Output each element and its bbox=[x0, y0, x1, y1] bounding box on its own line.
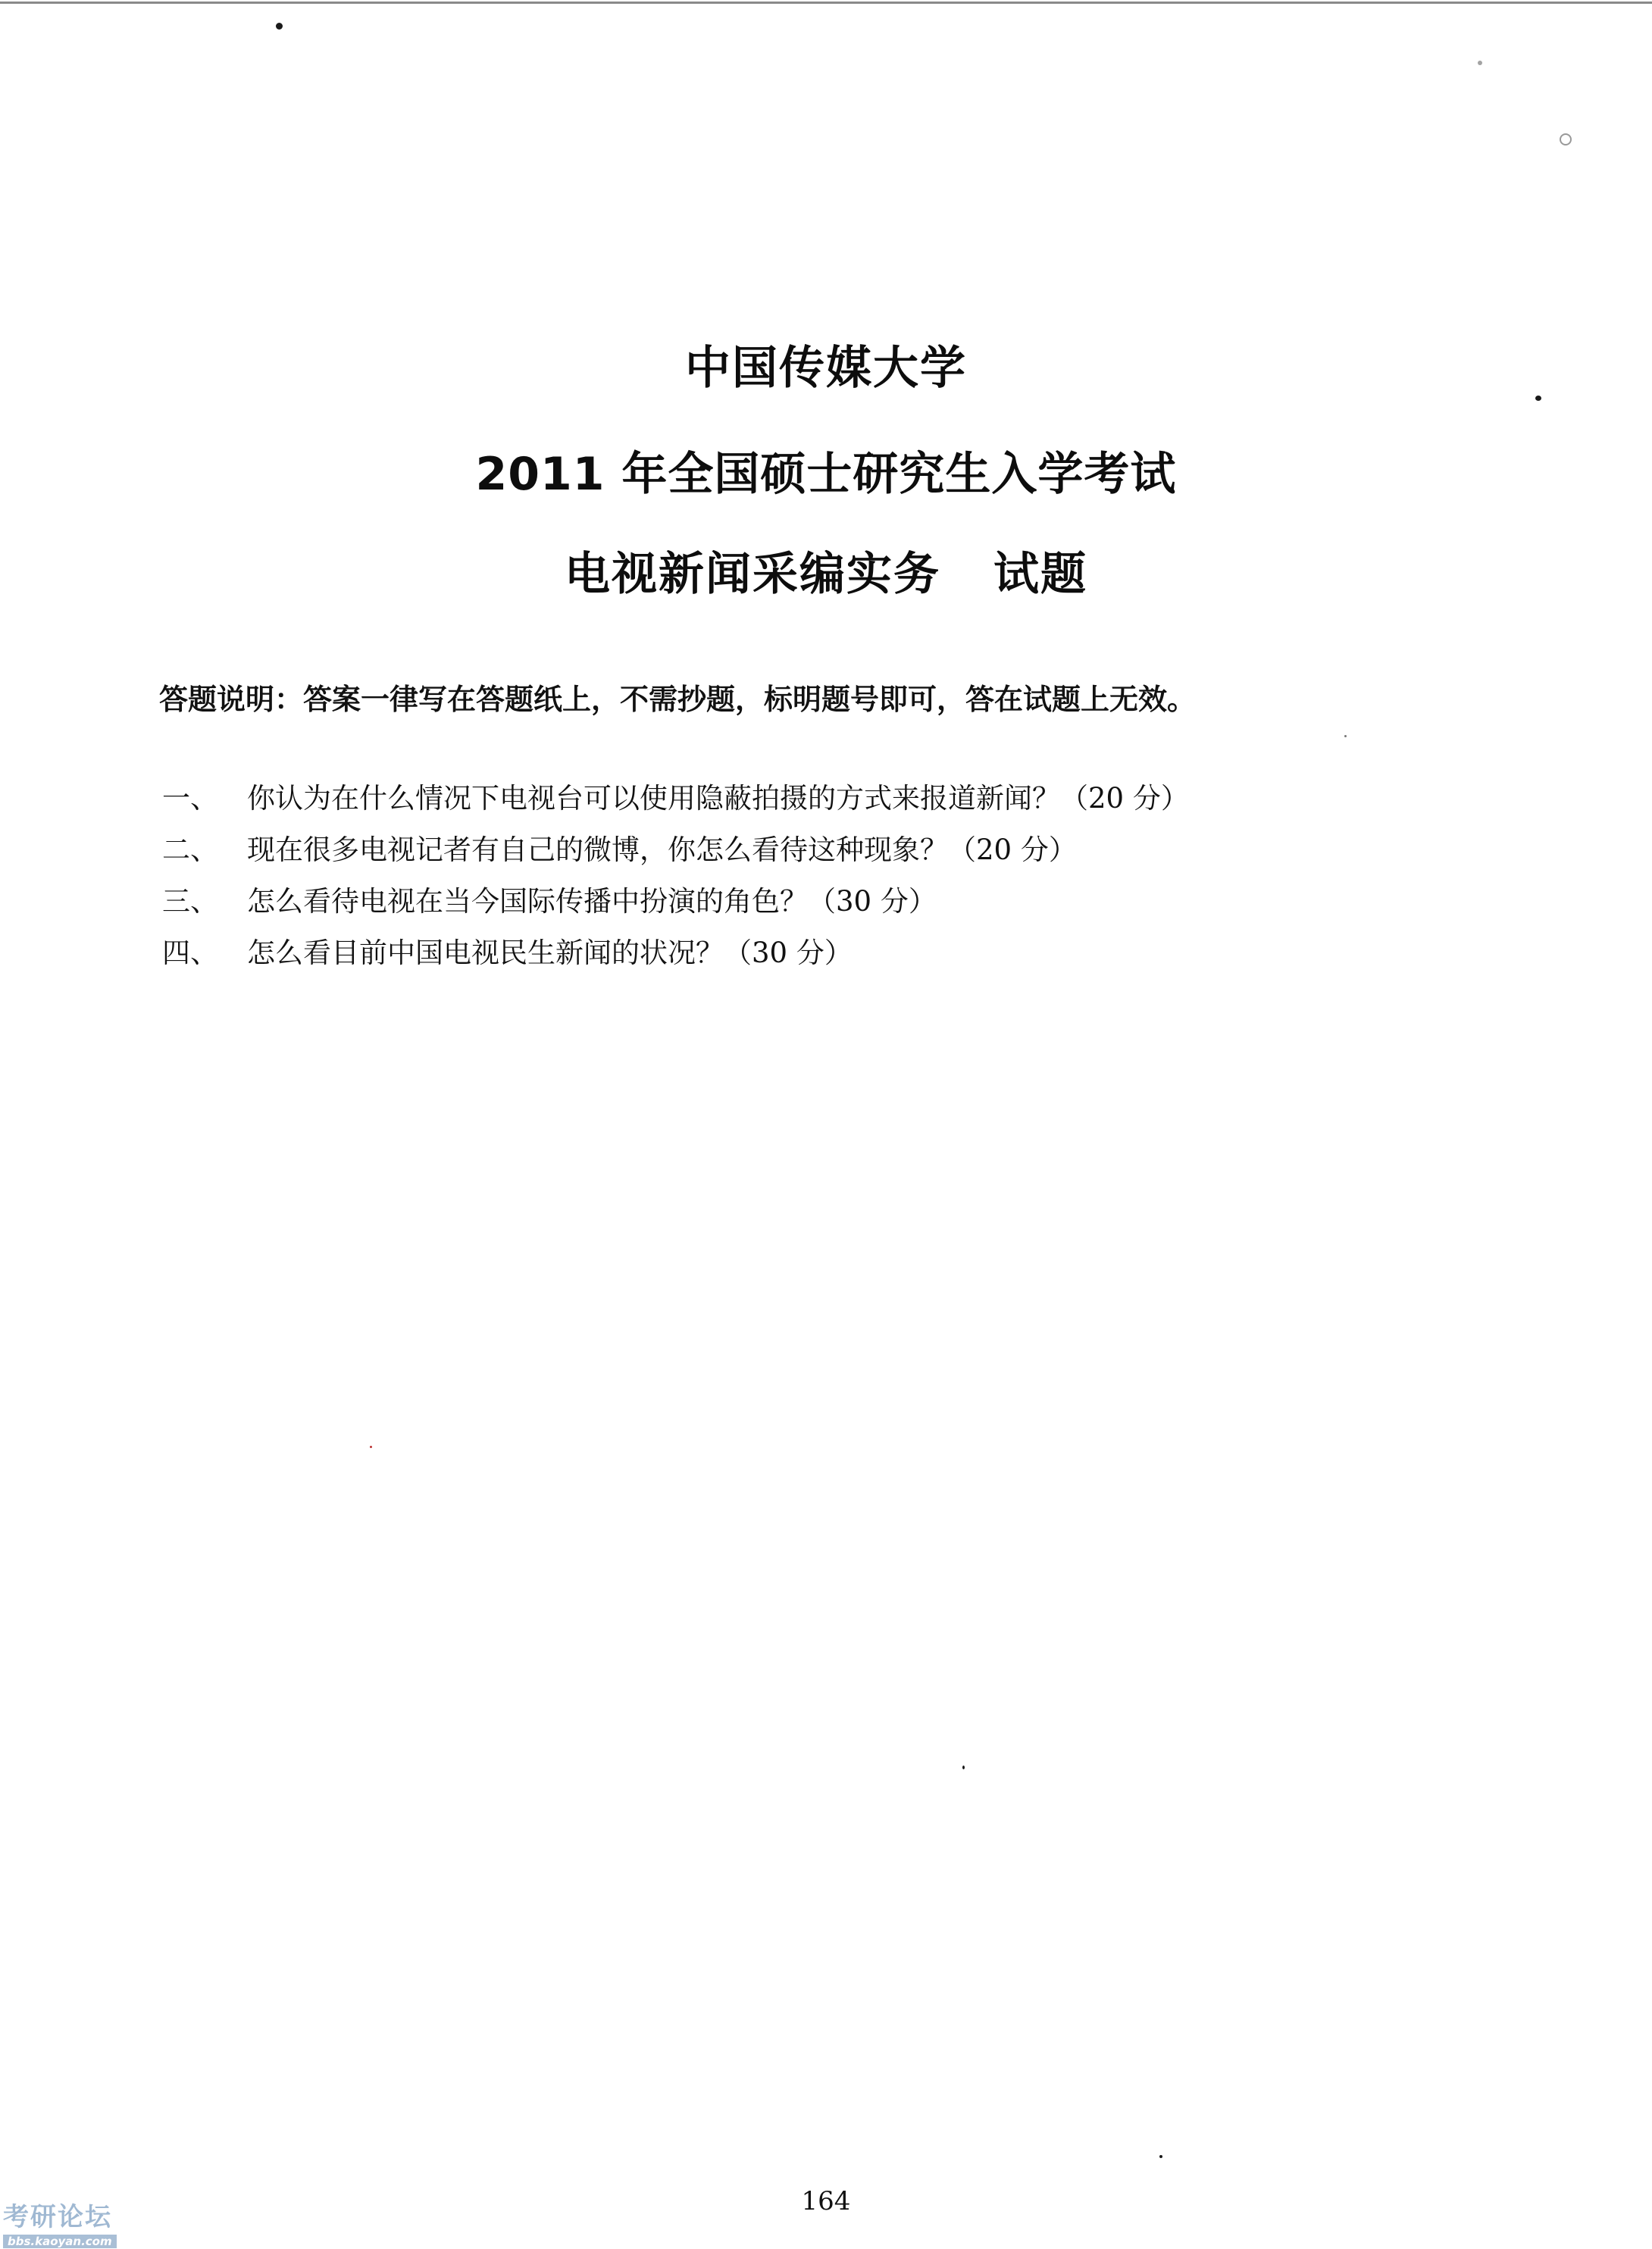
watermark-site-name: 考研论坛 bbox=[3, 2202, 112, 2232]
question-number: 四、 bbox=[162, 937, 218, 969]
question-item bbox=[162, 824, 1587, 876]
site-watermark bbox=[3, 2196, 138, 2246]
paper-label: 试题 bbox=[993, 548, 1087, 601]
question-number: 三、 bbox=[162, 885, 218, 918]
scan-speck bbox=[1478, 61, 1482, 65]
question-item bbox=[162, 773, 1587, 824]
scan-speck bbox=[370, 1446, 372, 1448]
page-number: 164 bbox=[801, 2186, 851, 2216]
scan-speck bbox=[276, 23, 283, 30]
question-text: 现在很多电视记者有自己的微博，你怎么看待这种现象？（20 分） bbox=[247, 834, 1077, 866]
scan-speck bbox=[1344, 735, 1347, 737]
question-text: 怎么看目前中国电视民生新闻的状况？（30 分） bbox=[247, 937, 853, 969]
subject-title bbox=[0, 538, 1652, 603]
scan-top-edge bbox=[0, 2, 1652, 4]
university-title bbox=[0, 332, 1652, 397]
scan-speck bbox=[1560, 133, 1572, 145]
scan-speck bbox=[1159, 2155, 1162, 2158]
question-number: 二、 bbox=[162, 834, 218, 866]
exam-line: 2011 年全国硕士研究生入学考试 bbox=[475, 448, 1177, 501]
question-item bbox=[162, 876, 1587, 927]
question-list bbox=[162, 773, 1587, 979]
question-text: 你认为在什么情况下电视台可以使用隐蔽拍摄的方式来报道新闻？（20 分） bbox=[247, 782, 1189, 815]
subject-name: 电视新闻采编实务 bbox=[565, 548, 940, 601]
answer-instructions: 答题说明：答案一律写在答题纸上，不需抄题，标明题号即可，答在试题上无效。 bbox=[159, 683, 1197, 716]
question-text: 怎么看待电视在当今国际传播中扮演的角色？（30 分） bbox=[247, 885, 937, 918]
question-item bbox=[162, 927, 1587, 979]
scan-speck bbox=[962, 1766, 965, 1769]
exam-title bbox=[0, 438, 1652, 503]
university-name: 中国传媒大学 bbox=[685, 342, 967, 395]
question-number: 一、 bbox=[162, 782, 218, 815]
watermark-site-url: bbs.kaoyan.com bbox=[3, 2235, 117, 2248]
